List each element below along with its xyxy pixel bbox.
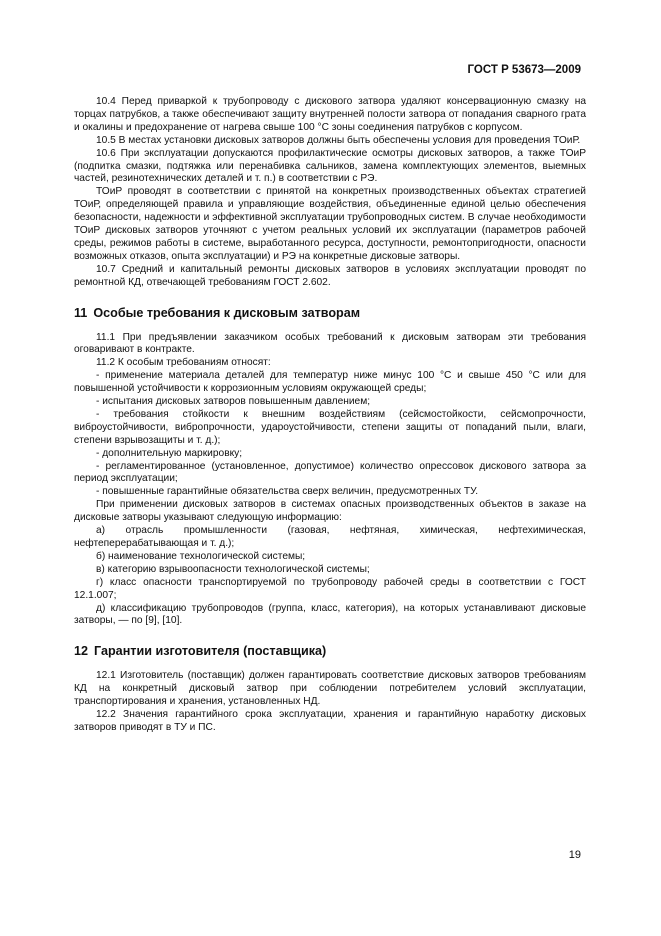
paragraph: 10.5 В местах установки дисковых затворов должны быть обеспечены условия для проведения ТОиР.	[96, 134, 581, 146]
list-item: - требования стойкости к внешним воздействиям (сейсмостойкости, сейсмопрочности, виброустойчивости, вибропрочности, удароустойчивости, степени защиты от попаданий пыли, влаги, степени взрывозащиты и т. д.);	[74, 408, 586, 446]
section-title: Особые требования к дисковым затворам	[93, 305, 361, 320]
section-title: Гарантии изготовителя (поставщика)	[94, 644, 327, 659]
paragraph: 10.7 Средний и капитальный ремонты дисковых затворов в условиях эксплуатации проводят по ремонтной КД, отвечающей требованиям ГОСТ 2.602.	[74, 263, 586, 288]
paragraph: 12.1 Изготовитель (поставщик) должен гарантировать соответствие дисковых затворов требованиям КД на конкретный дисковый затвор при соблюдении потребителем условий эксплуатации, транспортирования и хранения, установленных НД.	[74, 670, 586, 708]
list-item: д) классификацию трубопроводов (группа, класс, категория), на которых устанавливают дисковые затворы, — по [9], [10].	[74, 602, 586, 627]
list-item: - повышенные гарантийные обязательства сверх величин, предусмотренных ТУ.	[96, 486, 479, 498]
paragraph: 11.2 К особым требованиям относят:	[96, 357, 271, 369]
document-header: ГОСТ Р 53673—2009	[467, 64, 581, 76]
section-number: 12	[74, 644, 89, 659]
paragraph: При применении дисковых затворов в системах опасных производственных объектов в заказе на дисковые затворы указывают следующую информацию:	[74, 499, 586, 524]
section-11-heading	[74, 307, 586, 320]
list-item: а) отрасль промышленности (газовая, нефтяная, химическая, нефтехимическая, нефтеперерабатывающая и т. д.);	[74, 525, 586, 549]
paragraph: ТОиР проводят в соответствии с принятой на конкретных производственных объектах стратегией ТОиР, определяющей правила и управляющие воздействия, объединенные единой целью обеспечения безопасности, надежности и эффективной эксплуатации трубопроводных систем. В случае необходимости ТОиР дисковых затворов уточняют с учетом реальных условий их эксплуатации (параметров рабочей среды, режимов работы в системе, выработанного ресурса, доступности, ремонтопригодности, опасности возможных отказов, опыта эксплуатации) и РЭ на конкретные дисковые затворы.	[74, 186, 586, 262]
section-number: 11	[74, 305, 88, 320]
list-item: - дополнительную маркировку;	[96, 447, 243, 459]
list-item: - испытания дисковых затворов повышенным давлением;	[96, 396, 371, 408]
list-item: - применение материала деталей для температур ниже минус 100 °С и свыше 450 °С или для повышенной устойчивости к коррозионным условиям окружающей среды;	[74, 370, 586, 395]
paragraph: 10.4 Перед приваркой к трубопроводу с дискового затвора удаляют консервационную смазку на торцах патрубков, а также обеспечивают защиту внутренней полости затвора от попадания сварного грата и окалины и предохранение от нагрева свыше 100 °С зоны соединения патрубков с корпусом.	[74, 96, 586, 133]
list-item: г) класс опасности транспортируемой по трубопроводу рабочей среды в соответствии с ГОСТ 12.1.007;	[74, 576, 586, 601]
paragraph: 12.2 Значения гарантийного срока эксплуатации, хранения и гарантийную наработку дисковых затворов приводят в ТУ и ПС.	[74, 708, 586, 733]
list-item: в) категорию взрывоопасности технологической системы;	[96, 563, 370, 575]
paragraph: 11.1 При предъявлении заказчиком особых требований к дисковым затворам эти требования оговаривают в контракте.	[74, 331, 586, 356]
page-number: 19	[568, 849, 581, 861]
paragraph: 10.6 При эксплуатации допускаются профилактические осмотры дисковых затворов, а также ТОиР (подпитка смазки, подтяжка или перенабивка сальников, замена комплектующих элементов, выемных частей, резинотехнических деталей и т. п.) в соответствии с РЭ.	[74, 147, 586, 185]
page-content	[74, 96, 586, 735]
list-item: б) наименование технологической системы;	[96, 550, 306, 562]
list-item: - регламентированное (установленное, допустимое) количество опрессовок дискового затвора за период эксплуатации;	[74, 460, 586, 485]
section-12-heading	[74, 645, 586, 658]
